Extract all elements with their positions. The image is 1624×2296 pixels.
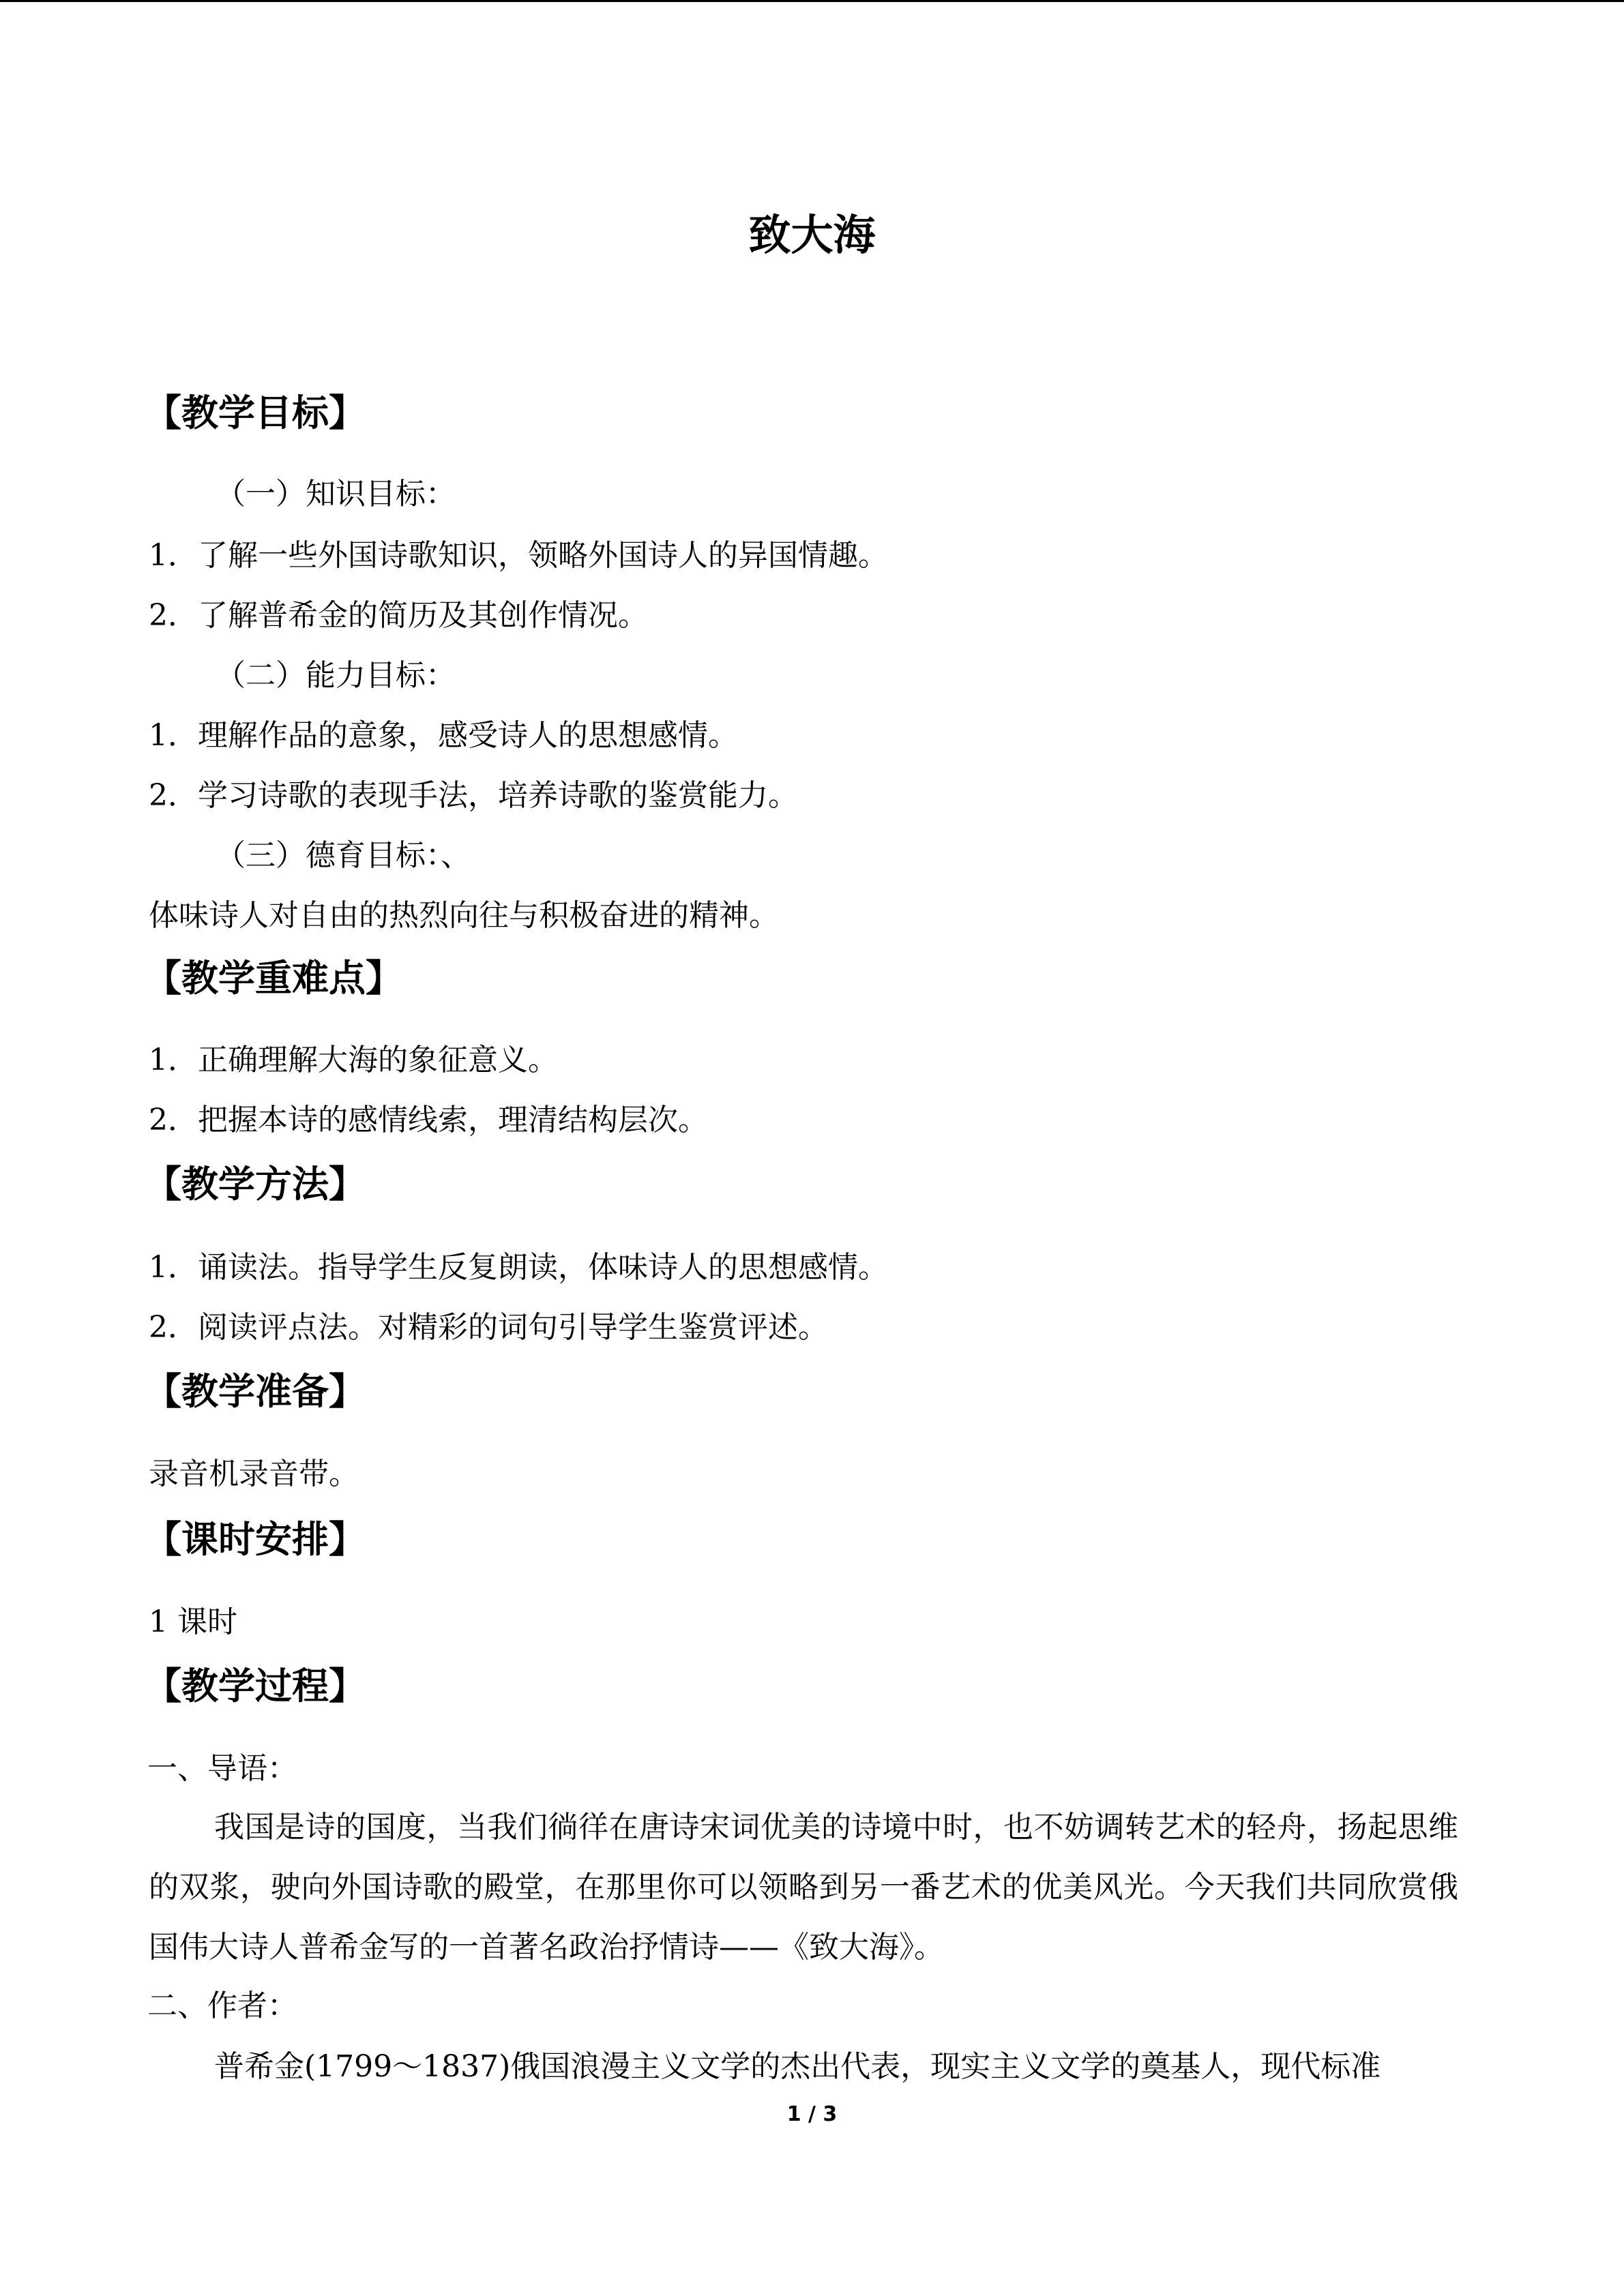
key-points-line: 1．正确理解大海的象征意义。 (149, 1043, 558, 1077)
key-points-line: 2．把握本诗的感情线索，理清结构层次。 (149, 1103, 708, 1137)
section-heading-key-points: 【教学重难点】 (145, 957, 402, 1000)
document-title: 致大海 (748, 210, 876, 260)
process-author-label: 二、作者： (147, 1988, 297, 2023)
objectives-line: （一）知识目标： (216, 477, 456, 511)
methods-line: 1．诵读法。指导学生反复朗读，体味诗人的思想感情。 (149, 1250, 888, 1285)
process-intro-paragraph: 我国是诗的国度，当我们徜徉在唐诗宋词优美的诗境中时，也不妨调转艺术的轻舟，扬起思维的双浆，驶向外国诗歌的殿堂，在那里你可以领略到另一番艺术的优美风光。今天我们共同欣赏俄国伟大诗人普希金写的一首著名政治抒情诗——《致大海》。 (149, 1810, 1458, 1965)
process-intro-label: 一、导语： (147, 1751, 297, 1786)
page-number: 1 / 3 (786, 2102, 838, 2126)
objectives-line: 1．理解作品的意象，感受诗人的思想感情。 (149, 718, 738, 753)
top-border-line (0, 0, 1624, 2)
section-heading-schedule: 【课时安排】 (145, 1518, 366, 1561)
section-heading-process: 【教学过程】 (145, 1665, 366, 1708)
section-heading-preparation: 【教学准备】 (145, 1370, 366, 1413)
section-heading-objectives: 【教学目标】 (145, 391, 366, 434)
objectives-line: 2．学习诗歌的表现手法，培养诗歌的鉴赏能力。 (149, 778, 798, 813)
schedule-line: 1 课时 (149, 1605, 237, 1639)
objectives-line: 2．了解普希金的简历及其创作情况。 (149, 598, 648, 633)
objectives-line: （三）德育目标：、 (216, 838, 471, 873)
methods-line: 2．阅读评点法。对精彩的词句引导学生鉴赏评述。 (149, 1310, 828, 1345)
objectives-line: 1．了解一些外国诗歌知识，领略外国诗人的异国情趣。 (149, 538, 888, 573)
objectives-line: （二）能力目标： (216, 658, 456, 693)
process-author-text: 普希金(1799～1837)俄国浪漫主义文学的杰出代表，现实主义文学的奠基人，现代标准 (214, 2049, 1381, 2084)
preparation-line: 录音机录音带。 (149, 1457, 359, 1491)
section-heading-methods: 【教学方法】 (145, 1163, 366, 1206)
objectives-line: 体味诗人对自由的热烈向往与积极奋进的精神。 (149, 898, 779, 933)
